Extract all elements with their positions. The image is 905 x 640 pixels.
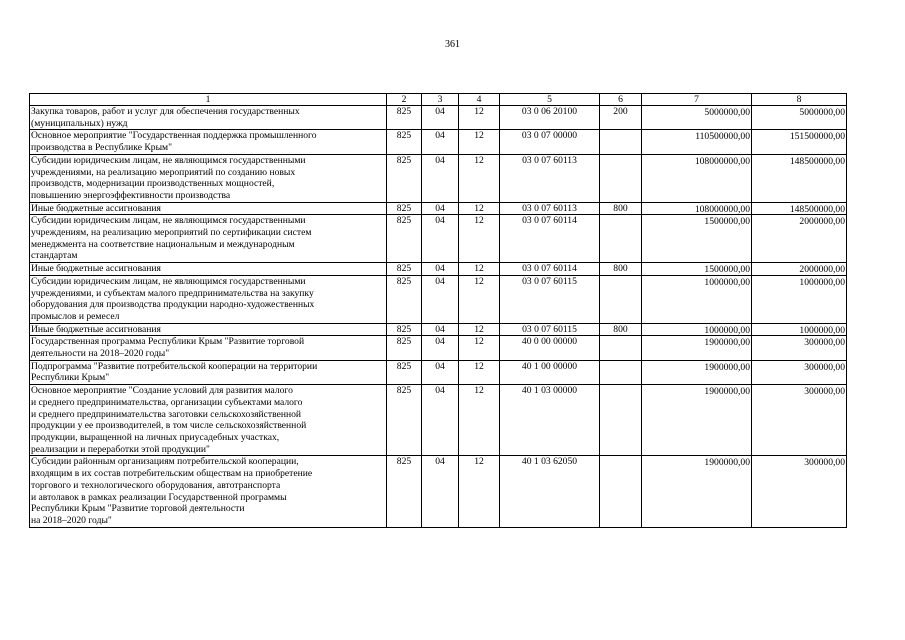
amount-value: 1000000,00	[799, 276, 845, 288]
amount-value: 1000000,00	[704, 324, 750, 336]
amount-value: 1900000,00	[704, 457, 750, 469]
table-row	[30, 263, 847, 276]
amount-year2-cell	[752, 275, 847, 323]
table-row	[30, 154, 847, 202]
amount-value: 1900000,00	[704, 361, 750, 373]
expense-type-cell: 800	[600, 202, 642, 215]
amount-value: 300000,00	[804, 361, 845, 373]
admin-code-cell: 825	[387, 456, 422, 527]
admin-code-cell: 825	[387, 360, 422, 384]
amount-year1-cell	[642, 360, 752, 384]
target-article-cell: 03 0 07 00000	[500, 130, 600, 154]
admin-code-cell: 825	[387, 336, 422, 360]
table-row	[30, 323, 847, 336]
amount-year1-cell	[642, 154, 752, 202]
row-name-cell: Субсидии юридическим лицам, не являющимся государственными учреждениям, на реализацию мероприятий по сертификации систем менеджмента на соответствие национальным и международным стандартам	[30, 215, 387, 263]
amount-value: 1500000,00	[704, 216, 750, 228]
target-article-cell: 03 0 07 60113	[500, 154, 600, 202]
amount-value: 108000000,00	[694, 155, 750, 167]
table-row	[30, 215, 847, 263]
subsection-cell: 12	[459, 323, 500, 336]
target-article-cell: 40 1 00 00000	[500, 360, 600, 384]
admin-code-cell: 825	[387, 106, 422, 130]
amount-year1-cell	[642, 323, 752, 336]
section-cell: 04	[422, 275, 459, 323]
section-cell: 04	[422, 360, 459, 384]
expense-type-cell: 200	[600, 106, 642, 130]
amount-year2-cell	[752, 202, 847, 215]
row-name-cell: Иные бюджетные ассигнования	[30, 323, 387, 336]
subsection-cell: 12	[459, 263, 500, 276]
amount-year1-cell	[642, 385, 752, 456]
row-name-cell: Иные бюджетные ассигнования	[30, 202, 387, 215]
amount-year1-cell	[642, 215, 752, 263]
expense-type-cell	[600, 336, 642, 360]
target-article-cell: 03 0 07 60115	[500, 323, 600, 336]
column-header: 2	[387, 94, 422, 106]
admin-code-cell: 825	[387, 385, 422, 456]
row-name-cell: Основное мероприятие "Государственная поддержка промышленного производства в Республике Крым"	[30, 130, 387, 154]
amount-year1-cell	[642, 202, 752, 215]
expense-type-cell	[600, 275, 642, 323]
amount-year1-cell	[642, 130, 752, 154]
target-article-cell: 40 1 03 00000	[500, 385, 600, 456]
table-row	[30, 360, 847, 384]
target-article-cell: 03 0 06 20100	[500, 106, 600, 130]
target-article-cell: 03 0 07 60113	[500, 202, 600, 215]
subsection-cell: 12	[459, 456, 500, 527]
amount-year2-cell	[752, 456, 847, 527]
expense-type-cell	[600, 385, 642, 456]
admin-code-cell: 825	[387, 215, 422, 263]
amount-year2-cell	[752, 106, 847, 130]
section-cell: 04	[422, 154, 459, 202]
amount-year2-cell	[752, 130, 847, 154]
subsection-cell: 12	[459, 154, 500, 202]
row-name-cell: Субсидии юридическим лицам, не являющимся государственными учреждениями, на реализацию мероприятий по созданию новых производств, модернизации производственных мощностей, повышению энергоэффективности производства	[30, 154, 387, 202]
column-header: 5	[500, 94, 600, 106]
amount-value: 151500000,00	[789, 131, 845, 143]
section-cell: 04	[422, 130, 459, 154]
amount-year2-cell	[752, 263, 847, 276]
header-row	[30, 94, 847, 106]
section-cell: 04	[422, 336, 459, 360]
subsection-cell: 12	[459, 215, 500, 263]
section-cell: 04	[422, 202, 459, 215]
subsection-cell: 12	[459, 130, 500, 154]
amount-value: 1000000,00	[704, 276, 750, 288]
expense-type-cell	[600, 360, 642, 384]
section-cell: 04	[422, 106, 459, 130]
row-name-cell: Субсидии районным организациям потребительской кооперации, входящим в их состав потребительским обществам на приобретение торгового и технологического оборудования, автотранспорта и автолавок в рамках реализации Государственной программы Республики Крым "Развитие торговой деятельности на 2018–2020 годы"	[30, 456, 387, 527]
admin-code-cell: 825	[387, 263, 422, 276]
amount-value: 1900000,00	[704, 337, 750, 349]
amount-year1-cell	[642, 456, 752, 527]
row-name-cell: Подпрограмма "Развитие потребительской кооперации на территории Республики Крым"	[30, 360, 387, 384]
section-cell: 04	[422, 263, 459, 276]
row-name-cell: Основное мероприятие "Создание условий для развития малого и среднего предпринимательства, организации субъектами малого и среднего предпринимательства заготовки сельскохозяйственной продукции у ее производителей, в том числе сельскохозяйственной продукции, выращенной на личных приусадебных участках, реализации и переработки этой продукции"	[30, 385, 387, 456]
amount-year2-cell	[752, 360, 847, 384]
expense-type-cell: 800	[600, 263, 642, 276]
column-header: 3	[422, 94, 459, 106]
amount-value: 1500000,00	[704, 264, 750, 276]
page-number: 361	[445, 39, 460, 50]
amount-value: 148500000,00	[789, 203, 845, 215]
amount-year1-cell	[642, 106, 752, 130]
expense-type-cell	[600, 154, 642, 202]
row-name-cell: Субсидии юридическим лицам, не являющимся государственными учреждениями, и субъектам малого предпринимательства на закупку оборудования для производства продукции народно-художественных промыслов и ремесел	[30, 275, 387, 323]
section-cell: 04	[422, 215, 459, 263]
target-article-cell: 03 0 07 60115	[500, 275, 600, 323]
amount-year2-cell	[752, 215, 847, 263]
amount-year2-cell	[752, 154, 847, 202]
amount-year1-cell	[642, 275, 752, 323]
subsection-cell: 12	[459, 106, 500, 130]
amount-value: 148500000,00	[789, 155, 845, 167]
amount-value: 108000000,00	[694, 203, 750, 215]
column-header: 4	[459, 94, 500, 106]
target-article-cell: 40 1 03 62050	[500, 456, 600, 527]
target-article-cell: 03 0 07 60114	[500, 215, 600, 263]
column-header: 1	[30, 94, 387, 106]
amount-value: 5000000,00	[704, 107, 750, 118]
amount-year1-cell	[642, 336, 752, 360]
amount-value: 110500000,00	[695, 131, 750, 143]
amount-year2-cell	[752, 336, 847, 360]
subsection-cell: 12	[459, 360, 500, 384]
amount-value: 5000000,00	[799, 107, 845, 118]
amount-year2-cell	[752, 385, 847, 456]
amount-year1-cell	[642, 263, 752, 276]
row-name-cell: Закупка товаров, работ и услуг для обеспечения государственных (муниципальных) нужд	[30, 106, 387, 130]
expense-type-cell	[600, 456, 642, 527]
section-cell: 04	[422, 456, 459, 527]
subsection-cell: 12	[459, 275, 500, 323]
column-header: 8	[752, 94, 847, 106]
target-article-cell: 03 0 07 60114	[500, 263, 600, 276]
admin-code-cell: 825	[387, 202, 422, 215]
row-name-cell: Государственная программа Республики Крым "Развитие торговой деятельности на 2018–2020 годы"	[30, 336, 387, 360]
table-row	[30, 275, 847, 323]
amount-value: 300000,00	[804, 457, 845, 469]
column-header: 6	[600, 94, 642, 106]
row-name-cell: Иные бюджетные ассигнования	[30, 263, 387, 276]
target-article-cell: 40 0 00 00000	[500, 336, 600, 360]
amount-value: 300000,00	[804, 386, 845, 398]
column-header: 7	[642, 94, 752, 106]
amount-value: 1000000,00	[799, 324, 845, 336]
amount-value: 1900000,00	[704, 386, 750, 398]
admin-code-cell: 825	[387, 323, 422, 336]
admin-code-cell: 825	[387, 275, 422, 323]
expense-type-cell	[600, 130, 642, 154]
table-row	[30, 456, 847, 527]
section-cell: 04	[422, 323, 459, 336]
table-row	[30, 106, 847, 130]
amount-year2-cell	[752, 323, 847, 336]
table-row	[30, 336, 847, 360]
amount-value: 2000000,00	[799, 216, 845, 228]
subsection-cell: 12	[459, 385, 500, 456]
amount-value: 2000000,00	[799, 264, 845, 276]
admin-code-cell: 825	[387, 154, 422, 202]
admin-code-cell: 825	[387, 130, 422, 154]
subsection-cell: 12	[459, 336, 500, 360]
table-row	[30, 130, 847, 154]
table-row	[30, 385, 847, 456]
section-cell: 04	[422, 385, 459, 456]
budget-table	[29, 93, 847, 528]
amount-value: 300000,00	[804, 337, 845, 349]
expense-type-cell: 800	[600, 323, 642, 336]
subsection-cell: 12	[459, 202, 500, 215]
expense-type-cell	[600, 215, 642, 263]
table-row	[30, 202, 847, 215]
